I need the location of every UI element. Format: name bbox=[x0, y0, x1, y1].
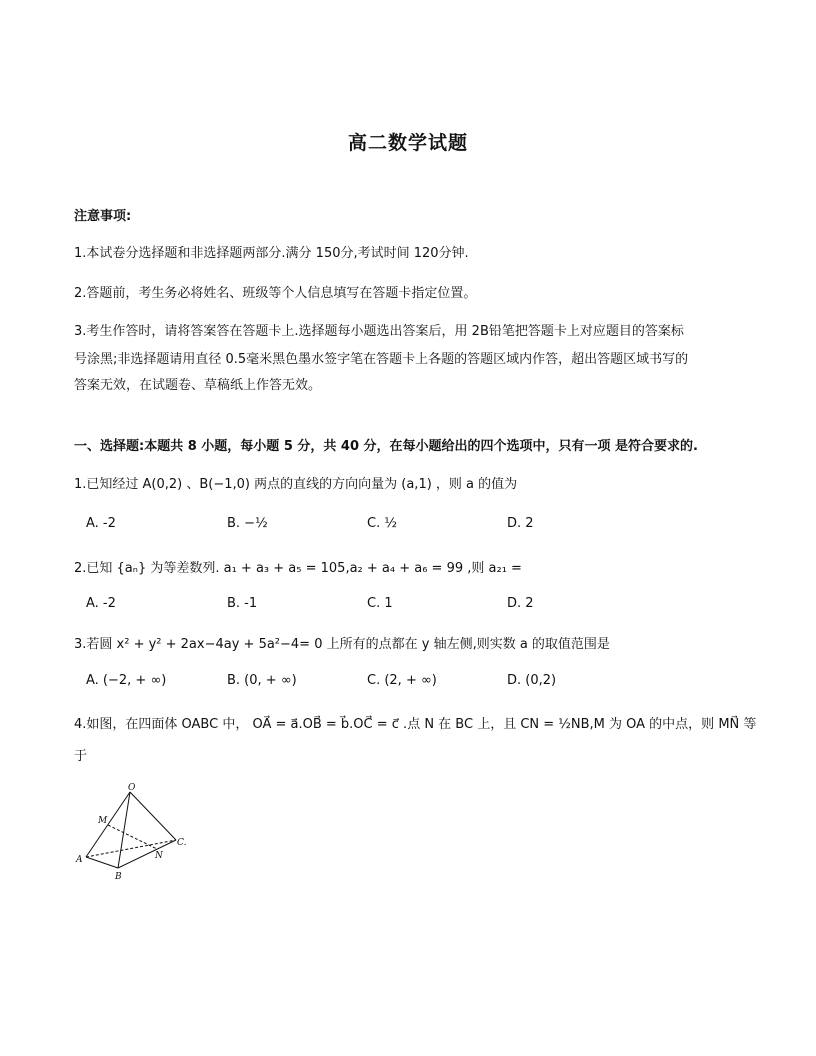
option-d: D. 2 bbox=[507, 516, 534, 531]
option-c: C. (2, + ∞) bbox=[367, 673, 437, 688]
label-b: B bbox=[115, 872, 122, 882]
note-item-3-line-1: 3.考生作答时，请将答案答在答题卡上.选择题每小题选出答案后，用 2B铅笔把答题卡上对应题目的答案标 bbox=[74, 324, 684, 339]
question-2-stem: 2.已知 {aₙ} 为等差数列. a₁ + a₃ + a₅ = 105,a₂ + a₄ + a₆ = 99 ,则 a₂₁ = bbox=[74, 561, 522, 576]
note-item-2: 2.答题前，考生务必将姓名、班级等个人信息填写在答题卡指定位置。 bbox=[74, 286, 477, 301]
edge-ob bbox=[118, 792, 130, 868]
option-c: C. ½ bbox=[367, 516, 397, 531]
option-d: D. (0,2) bbox=[507, 673, 557, 688]
option-d: D. 2 bbox=[507, 596, 534, 611]
question-1-options bbox=[86, 516, 646, 534]
label-c: C. bbox=[177, 838, 187, 848]
note-item-1: 1.本试卷分选择题和非选择题两部分.满分 150分,考试时间 120分钟. bbox=[74, 246, 469, 261]
option-b: B. (0, + ∞) bbox=[227, 673, 297, 688]
note-item-3-line-3: 答案无效，在试题卷、草稿纸上作答无效。 bbox=[74, 378, 322, 393]
label-n: N bbox=[155, 851, 163, 861]
option-b: B. -1 bbox=[227, 596, 258, 611]
note-item-3-line-2: 号涂黑;非选择题请用直径 0.5毫米黑色墨水签字笔在答题卡上各题的答题区域内作答，超出答题区域书写的 bbox=[74, 352, 689, 367]
edge-ab bbox=[86, 857, 118, 868]
question-1-stem: 1.已知经过 A(0,2) 、B(−1,0) 两点的直线的方向向量为 (a,1) ，则 a 的值为 bbox=[74, 477, 518, 492]
tetrahedron-figure bbox=[70, 780, 200, 890]
option-b: B. −½ bbox=[227, 516, 268, 531]
segment-mn bbox=[108, 825, 157, 849]
page-title: 高二数学试题 bbox=[347, 132, 468, 154]
tetrahedron-diagram bbox=[70, 780, 200, 890]
edge-oc bbox=[130, 792, 176, 840]
notes-heading: 注意事项: bbox=[74, 209, 132, 224]
option-a: A. -2 bbox=[86, 516, 116, 531]
option-a: A. -2 bbox=[86, 596, 116, 611]
question-4-stem-line-1: 4.如图，在四面体 OABC 中， OA⃗ = a⃗.OB⃗ = b⃗.OC⃗ = c⃗ .点 N 在 BC 上，且 CN = ½NB,M 为 OA 的中点，则 MN⃗ 等 bbox=[74, 717, 757, 732]
option-a: A. (−2, + ∞) bbox=[86, 673, 167, 688]
edge-bc bbox=[118, 840, 176, 868]
option-c: C. 1 bbox=[367, 596, 393, 611]
question-2-options bbox=[86, 596, 646, 614]
question-3-options bbox=[86, 673, 646, 691]
label-a: A bbox=[76, 855, 83, 865]
section-heading: 一、选择题:本题共 8 小题，每小题 5 分，共 40 分，在每小题给出的四个选项中，只有一项 是符合要求的. bbox=[74, 439, 699, 454]
edge-oa bbox=[86, 792, 130, 857]
label-m: M bbox=[98, 816, 108, 826]
question-4-stem-line-2: 于 bbox=[74, 749, 88, 764]
label-o: O bbox=[128, 783, 136, 793]
question-3-stem: 3.若圆 x² + y² + 2ax−4ay + 5a²−4= 0 上所有的点都在 y 轴左侧,则实数 a 的取值范围是 bbox=[74, 637, 610, 652]
